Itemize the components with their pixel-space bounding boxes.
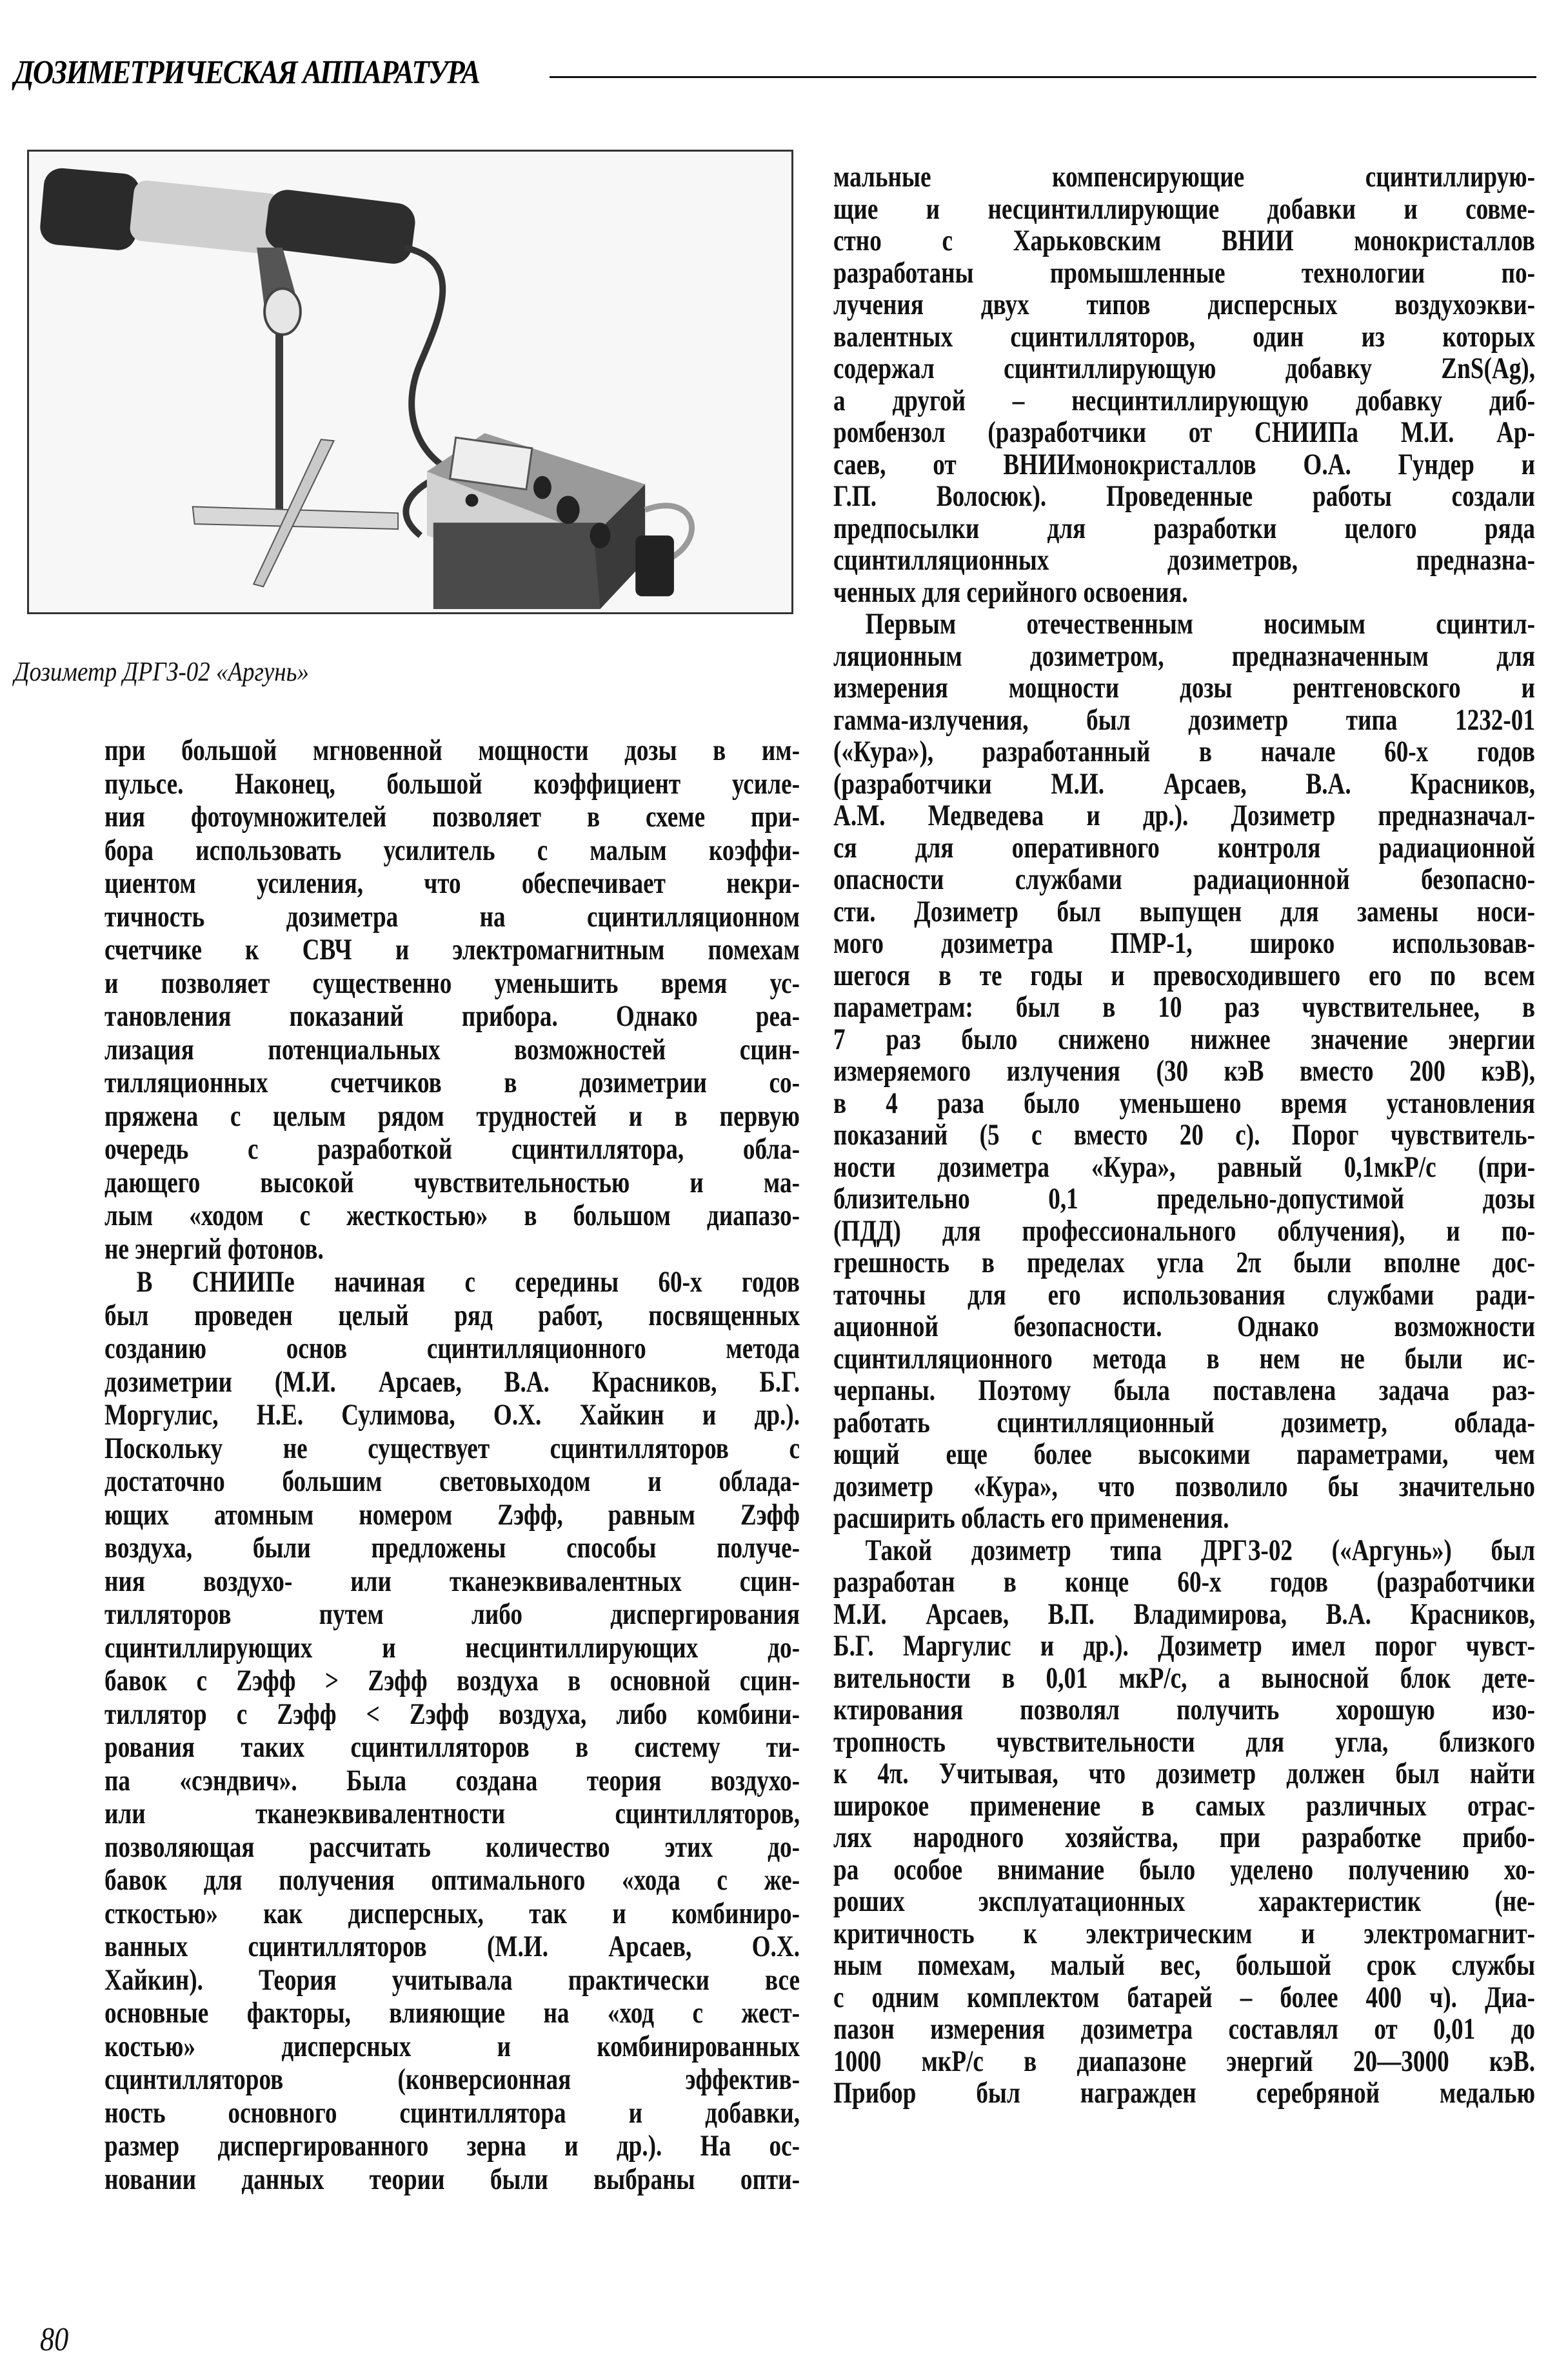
text-line: при большой мгновенной мощности дозы в им- [104,734,800,767]
text-line: лучения двух типов дисперсных воздухоэкви- [833,288,1535,321]
dosimeter-illustration-icon [29,152,791,612]
text-line: тановления показаний прибора. Однако реа- [104,1000,800,1033]
text-line: 7 раз было снижено нижнее значение энергии [833,1023,1535,1056]
text-line: бавок для получения оптимального «хода с же- [104,1864,800,1897]
text-line: ности дозиметра «Кура», равный 0,1мкР/с (при- [833,1150,1535,1184]
text-line: лях народного хозяйства, при разработке прибо- [833,1821,1535,1854]
text-line: 1000 мкР/с в диапазоне энергий 20—3000 кэВ. [833,2045,1535,2078]
left-text-column [104,734,800,2196]
text-line: Прибор был награжден серебряной медалью [833,2077,1535,2110]
text-line: ра особое внимание было уделено получению хо- [833,1853,1535,1886]
running-header [14,53,1536,92]
text-line: Б.Г. Маргулис и др.). Дозиметр имел порог чувст- [833,1630,1535,1663]
text-line: достаточно большим световыходом и облада- [104,1465,800,1498]
text-line: Первым отечественным носимым сцинтил- [865,608,1535,641]
text-line: содержал сцинтиллирующую добавку ZnS(Ag), [833,352,1535,385]
text-line: ся для оперативного контроля радиационной [833,831,1535,865]
text-line: опасности службами радиационной безопасно- [833,863,1535,896]
text-line: Хайкин). Теория учитывала практически все [104,1963,800,1997]
text-line: в 4 раза было уменьшено время установления [833,1086,1535,1120]
text-line: ным помехам, малый вес, большой срок службы [833,1949,1535,1982]
text-line: предпосылки для разработки целого ряда [833,512,1535,545]
text-line: ющих атомным номером Zэфф, равным Zэфф [104,1498,800,1532]
text-line: дозиметр «Кура», что позволило бы значительно [833,1470,1535,1503]
text-line: ния фотоумножителей позволяет в схеме при- [104,801,800,834]
text-line: тилляторов путем либо диспергирования [104,1598,800,1631]
text-line: и позволяет существенно уменьшить время ус- [104,966,800,1000]
text-line: а другой – несцинтиллирующую добавку диб- [833,384,1535,417]
text-line: сткостью» как дисперсных, так и комбиниро- [104,1897,800,1930]
text-line: созданию основ сцинтилляционного метода [104,1332,800,1365]
dosimeter-photo [27,150,793,614]
text-line: счетчике к СВЧ и электромагнитным помехам [104,934,800,966]
text-line: таточны для его использования службами ради- [833,1278,1535,1312]
text-line: был проведен целый ряд работ, посвященных [104,1299,800,1332]
text-line: шегося в те годы и превосходившего его по всем [833,959,1535,992]
text-line: очередь с разработкой сцинтиллятора, обла- [104,1133,800,1166]
text-line: валентных сцинтилляторов, один из которых [833,320,1535,354]
text-line: позволяющая рассчитать количество этих до- [104,1830,800,1864]
text-line: воздуха, были предложены способы получе- [104,1532,800,1565]
text-line: лым «ходом с жесткостью» в большом диапазо- [104,1199,800,1232]
text-line: к 4π. Учитывая, что дозиметр должен был найти [833,1757,1535,1790]
right-text-column [833,161,1535,2110]
text-line: пазон измерения дозиметра составлял от 0,01 до [833,2013,1535,2046]
text-line: ность основного сцинтиллятора и добавки, [104,2096,800,2130]
text-line: близительно 0,1 предельно-допустимой дозы [833,1183,1535,1215]
text-line: роших эксплуатационных характеристик (не- [833,1885,1535,1918]
text-line: разработаны промышленные технологии по- [833,256,1535,290]
text-line: («Кура»), разработанный в начале 60-х годов [833,735,1535,768]
text-line: сцинтилляционного метода в нем не были ис- [833,1342,1535,1375]
text-line: щие и несцинтиллирующие добавки и совме- [833,192,1535,226]
text-line: дозиметрии (М.И. Арсаев, В.А. Красников, Б.Г. [104,1365,800,1399]
text-line: измеряемого излучения (30 кэВ вместо 200 кэВ), [833,1055,1535,1088]
text-line: широкое применение в самых различных отрас- [833,1789,1535,1823]
text-line: тиллятор с Zэфф < Zэфф воздуха, либо комбини- [104,1697,800,1731]
text-line: дающего высокой чувствительностью и ма- [104,1166,800,1199]
text-line: расширить область его применения. [833,1502,1229,1535]
text-line: саев, от ВНИИмонокристаллов О.А. Гундер и [833,448,1535,481]
text-line: (ПДД) для профессионального облучения), и по- [833,1214,1535,1248]
text-line: основные факторы, влияющие на «ход с жест- [104,1997,800,2030]
text-line: ктирования позволял получить хорошую изо- [833,1694,1535,1726]
text-line: сцинтиллирующих и несцинтиллирующих до- [104,1631,800,1665]
text-line: М.И. Арсаев, В.П. Владимирова, В.А. Красников, [833,1597,1535,1631]
text-line: тропность чувствительности для угла, близкого [833,1725,1535,1759]
text-line: гамма-излучения, был дозиметр типа 1232-01 [833,703,1535,737]
text-line: сти. Дозиметр был выпущен для замены носи- [833,895,1535,928]
page-number: 80 [40,2321,69,2358]
text-line: стно с Харьковским ВНИИ монокристаллов [833,225,1535,257]
text-line: разработан в конце 60-х годов (разработчики [833,1566,1535,1599]
text-line: тичность дозиметра на сцинтилляционном [104,900,800,934]
text-line: бавок с Zэфф > Zэфф воздуха в основной сцин- [104,1665,800,1697]
text-line: А.М. Медведева и др.). Дозиметр предназначал- [833,799,1535,832]
text-line: ационной безопасности. Однако возможности [833,1310,1535,1343]
text-line: размер диспергированного зерна и др.). На ос- [104,2130,800,2163]
text-line: Такой дозиметр типа ДРГЗ-02 («Аргунь») был [865,1534,1535,1567]
text-line: мого дозиметра ПМР-1, широко использовав- [833,927,1535,960]
text-line: циентом усиления, что обеспечивает некри- [104,867,800,900]
text-line: ющий еще более высокими параметрами, чем [833,1438,1535,1471]
text-line: Поскольку не существует сцинтилляторов с [104,1432,800,1465]
text-line: пульсе. Наконец, большой коэффициент усиле- [104,767,800,801]
text-line: измерения мощности дозы рентгеновского и [833,672,1535,705]
text-line: черпаны. Поэтому была поставлена задача раз- [833,1374,1535,1407]
text-line: с одним комплектом батарей – более 400 ч). Диа- [833,1981,1535,2014]
text-line: бора использовать усилитель с малым коэффи- [104,834,800,867]
running-title: ДОЗИМЕТРИЧЕСКАЯ АППАРАТУРА [14,54,480,91]
text-line: или тканеэквивалентности сцинтилляторов, [104,1797,800,1830]
text-line: В СНИИПе начиная с середины 60-х годов [136,1266,800,1299]
text-line: сцинтилляторов (конверсионная эффектив- [104,2063,800,2096]
text-line: новании данных теории были выбраны опти- [104,2163,800,2196]
text-line: тилляционных счетчиков в дозиметрии со- [104,1066,800,1099]
text-line: не энергий фотонов. [104,1232,324,1266]
text-line: пряжена с целым рядом трудностей и в первую [104,1099,800,1133]
text-line: (разработчики М.И. Арсаев, В.А. Красников, [833,767,1535,801]
text-line: лизация потенциальных возможностей сцин- [104,1033,800,1066]
text-line: Г.П. Волосюк). Проведенные работы создали [833,480,1535,513]
text-line: ванных сцинтилляторов (М.И. Арсаев, О.Х. [104,1930,800,1963]
header-rule [550,76,1536,78]
text-line: сцинтилляционных дозиметров, предназна- [833,544,1535,577]
text-line: ляционным дозиметром, предназначенным для [833,639,1535,673]
text-line: мальные компенсирующие сцинтиллирую- [833,161,1535,194]
text-line: вительности в 0,01 мкР/с, а выносной блок дете- [833,1661,1535,1695]
text-line: рования таких сцинтилляторов в систему ти- [104,1731,800,1764]
text-line: Моргулис, Н.Е. Сулимова, О.Х. Хайкин и др.). [104,1399,800,1432]
text-line: критичность к электрическим и электромагнит- [833,1917,1535,1950]
text-line: ния воздухо- или тканеэквивалентных сцин- [104,1565,800,1598]
text-line: ромбензол (разработчики от СНИИПа М.И. Ар- [833,416,1535,449]
text-line: ченных для серийного освоения. [833,575,1188,609]
text-line: показаний (5 с вместо 20 с). Порог чувствитель- [833,1119,1535,1152]
text-line: грешность в пределах угла 2π были вполне дос- [833,1246,1535,1279]
text-line: костью» дисперсных и комбинированных [104,2030,800,2063]
text-line: работать сцинтилляционный дозиметр, облада- [833,1406,1535,1439]
figure-caption: Дозиметр ДРГЗ-02 «Аргунь» [14,657,309,687]
text-line: па «сэндвич». Была создана теория воздухо- [104,1764,800,1797]
text-line: параметрам: был в 10 раз чувствительнее, в [833,991,1535,1024]
